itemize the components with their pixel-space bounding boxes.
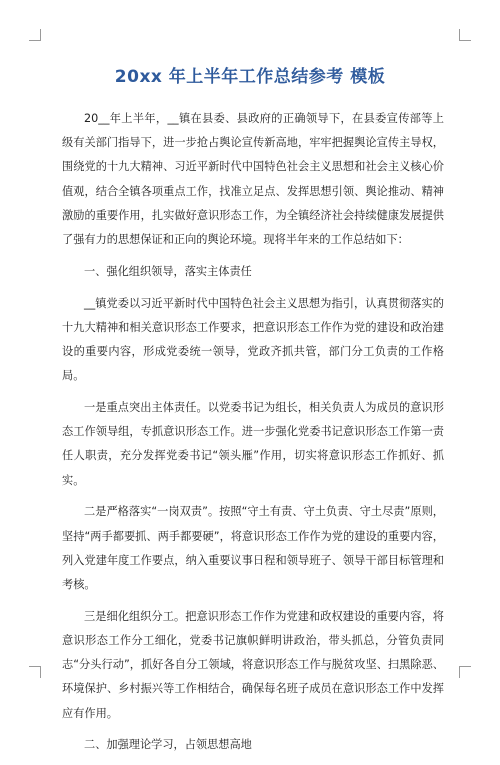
section-heading-1: 一、强化组织领导，落实主体责任 [84,264,252,278]
crop-mark-bottom-left [29,666,41,678]
body-paragraph: 二是严格落实“一岗双责”。按照“守土有责、守土负责、守土尽责”原则，坚持“两手都要抓、两手都要硬”，将意识形态工作作为党的建设的重要内容，列入党建年度工作要点，纳入重要议事日程和领导班子、领导干部目标管理和考核。 [62,505,444,592]
body-paragraph: 三是细化组织分工。把意识形态工作作为党建和政权建设的重要内容，将意识形态工作分工细化，党委书记旗帜鲜明讲政治，带头抓总，分管负责同志“分头行动”，抓好各自分工领域，将意识形态工作与脱贫攻坚、扫黑除恶、环境保护、乡村振兴等工作相结合，确保每名班子成员在意识形态工作中发挥应有作用。 [62,609,444,720]
document-title: 20xx 年上半年工作总结参考 模板 [114,67,386,87]
intro-paragraph: 20__年上半年，__镇在县委、县政府的正确领导下，在县委宣传部等上级有关部门指导下，进一步抢占舆论宣传新高地，牢牢把握舆论宣传主导权，围绕党的十九大精神、习近平新时代中国特色社会主义思想和社会主义核心价值观，结合全镇各项重点工作，找准立足点、发挥思想引领、舆论推动、精神激励的重要作用，扎实做好意识形态工作，为全镇经济社会持续健康发展提供了强有力的思想保证和正向的舆论环境。现将半年来的工作总结如下： [62,112,444,247]
body-paragraph: __镇党委以习近平新时代中国特色社会主义思想为指引，认真贯彻落实的十九大精神和相关意识形态工作要求，把意识形态工作作为党的建设和政治建设的重要内容，形成党委统一领导，党政齐抓共管，部门分工负责的工作格局。 [62,296,444,383]
crop-mark-top-right [459,29,471,41]
section-heading-2: 二、加强理论学习，占领思想高地 [84,738,252,752]
crop-mark-bottom-right [459,666,471,678]
body-paragraph: 一是重点突出主体责任。以党委书记为组长，相关负责人为成员的意识形态工作领导组，专抓意识形态工作。进一步强化党委书记意识形态工作第一责任人职责，充分发挥党委书记“领头雁”作用，切实将意识形态工作抓好、抓实。 [62,401,444,487]
document-body [62,107,444,765]
crop-mark-top-left [29,29,41,41]
